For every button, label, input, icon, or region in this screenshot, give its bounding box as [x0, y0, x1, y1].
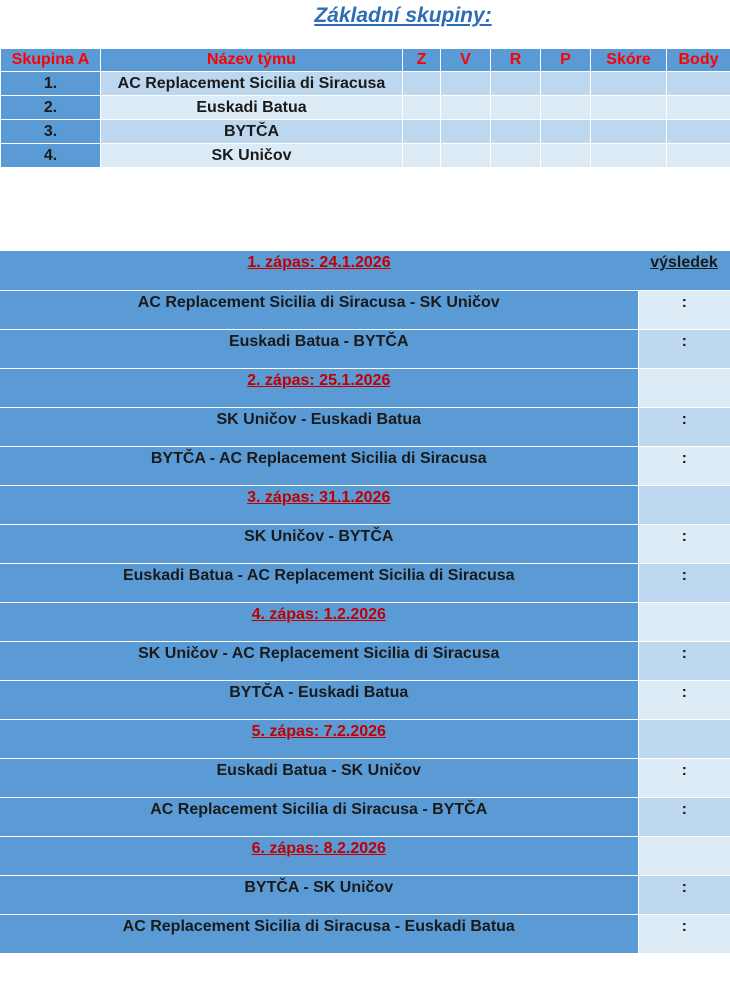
header-group: Skupina A [1, 49, 101, 72]
stat-cell[interactable] [667, 144, 730, 168]
match-row [0, 797, 730, 836]
match-pairing: SK Uničov - Euskadi Batua [0, 407, 638, 446]
round-header-row [0, 836, 730, 875]
stat-cell[interactable] [491, 72, 541, 96]
round-date: 1. zápas: 24.1.2026 [0, 251, 638, 290]
table-row [1, 120, 730, 144]
stat-cell[interactable] [403, 144, 441, 168]
team-position: 1. [1, 72, 101, 96]
header-score: Skóre [591, 49, 667, 72]
result-cell[interactable]: : [638, 329, 730, 368]
match-pairing: AC Replacement Sicilia di Siracusa - BYTČA [0, 797, 638, 836]
match-pairing: BYTČA - AC Replacement Sicilia di Siracusa [0, 446, 638, 485]
match-row [0, 914, 730, 953]
team-name: AC Replacement Sicilia di Siracusa [101, 72, 403, 96]
match-row [0, 680, 730, 719]
stat-cell[interactable] [667, 72, 730, 96]
result-cell[interactable]: : [638, 758, 730, 797]
team-position: 4. [1, 144, 101, 168]
team-name: SK Uničov [101, 144, 403, 168]
match-pairing: Euskadi Batua - BYTČA [0, 329, 638, 368]
stat-cell[interactable] [667, 120, 730, 144]
round-date: 5. zápas: 7.2.2026 [0, 719, 638, 758]
result-cell[interactable] [638, 836, 730, 875]
team-name: Euskadi Batua [101, 96, 403, 120]
round-date: 4. zápas: 1.2.2026 [0, 602, 638, 641]
stat-cell[interactable] [541, 120, 591, 144]
round-header-row [0, 602, 730, 641]
result-cell[interactable]: : [638, 290, 730, 329]
header-team-name: Název týmu [101, 49, 403, 72]
header-points: Body [667, 49, 730, 72]
match-pairing: SK Uničov - AC Replacement Sicilia di Siracusa [0, 641, 638, 680]
stat-cell[interactable] [441, 96, 491, 120]
team-position: 3. [1, 120, 101, 144]
result-header: výsledek [638, 251, 730, 290]
match-pairing: BYTČA - SK Uničov [0, 875, 638, 914]
round-date: 2. zápas: 25.1.2026 [0, 368, 638, 407]
stat-cell[interactable] [591, 120, 667, 144]
team-name: BYTČA [101, 120, 403, 144]
round-header-row [0, 719, 730, 758]
stat-cell[interactable] [541, 96, 591, 120]
match-row [0, 407, 730, 446]
match-row [0, 290, 730, 329]
result-cell[interactable]: : [638, 641, 730, 680]
match-row [0, 875, 730, 914]
match-row [0, 563, 730, 602]
stat-cell[interactable] [491, 96, 541, 120]
result-cell[interactable]: : [638, 680, 730, 719]
table-row [1, 72, 730, 96]
header-played: Z [403, 49, 441, 72]
stat-cell[interactable] [491, 144, 541, 168]
round-header-row [0, 251, 730, 290]
match-row [0, 524, 730, 563]
round-header-row [0, 368, 730, 407]
page-title: Základní skupiny: [314, 4, 492, 27]
stat-cell[interactable] [591, 144, 667, 168]
match-pairing: BYTČA - Euskadi Batua [0, 680, 638, 719]
stat-cell[interactable] [667, 96, 730, 120]
stat-cell[interactable] [403, 120, 441, 144]
result-cell[interactable] [638, 719, 730, 758]
table-row [1, 144, 730, 168]
stat-cell[interactable] [441, 144, 491, 168]
match-row [0, 329, 730, 368]
stat-cell[interactable] [541, 72, 591, 96]
match-pairing: SK Uničov - BYTČA [0, 524, 638, 563]
match-pairing: Euskadi Batua - SK Uničov [0, 758, 638, 797]
match-row [0, 446, 730, 485]
standings-header-row [1, 49, 730, 72]
header-losses: P [541, 49, 591, 72]
match-pairing: Euskadi Batua - AC Replacement Sicilia di Siracusa [0, 563, 638, 602]
stat-cell[interactable] [403, 72, 441, 96]
match-row [0, 641, 730, 680]
result-cell[interactable]: : [638, 797, 730, 836]
result-cell[interactable] [638, 485, 730, 524]
result-cell[interactable] [638, 602, 730, 641]
result-cell[interactable]: : [638, 563, 730, 602]
round-header-row [0, 485, 730, 524]
result-cell[interactable]: : [638, 446, 730, 485]
stat-cell[interactable] [591, 96, 667, 120]
stat-cell[interactable] [541, 144, 591, 168]
match-pairing: AC Replacement Sicilia di Siracusa - SK Uničov [0, 290, 638, 329]
team-position: 2. [1, 96, 101, 120]
match-pairing: AC Replacement Sicilia di Siracusa - Euskadi Batua [0, 914, 638, 953]
round-date: 3. zápas: 31.1.2026 [0, 485, 638, 524]
stat-cell[interactable] [441, 72, 491, 96]
header-draws: R [491, 49, 541, 72]
result-cell[interactable]: : [638, 875, 730, 914]
stat-cell[interactable] [591, 72, 667, 96]
round-date: 6. zápas: 8.2.2026 [0, 836, 638, 875]
table-row [1, 96, 730, 120]
result-cell[interactable] [638, 368, 730, 407]
standings-table [0, 48, 730, 168]
stat-cell[interactable] [491, 120, 541, 144]
stat-cell[interactable] [441, 120, 491, 144]
match-schedule-table [0, 251, 730, 954]
header-wins: V [441, 49, 491, 72]
stat-cell[interactable] [403, 96, 441, 120]
match-row [0, 758, 730, 797]
result-cell[interactable]: : [638, 524, 730, 563]
result-cell[interactable]: : [638, 407, 730, 446]
result-cell[interactable]: : [638, 914, 730, 953]
